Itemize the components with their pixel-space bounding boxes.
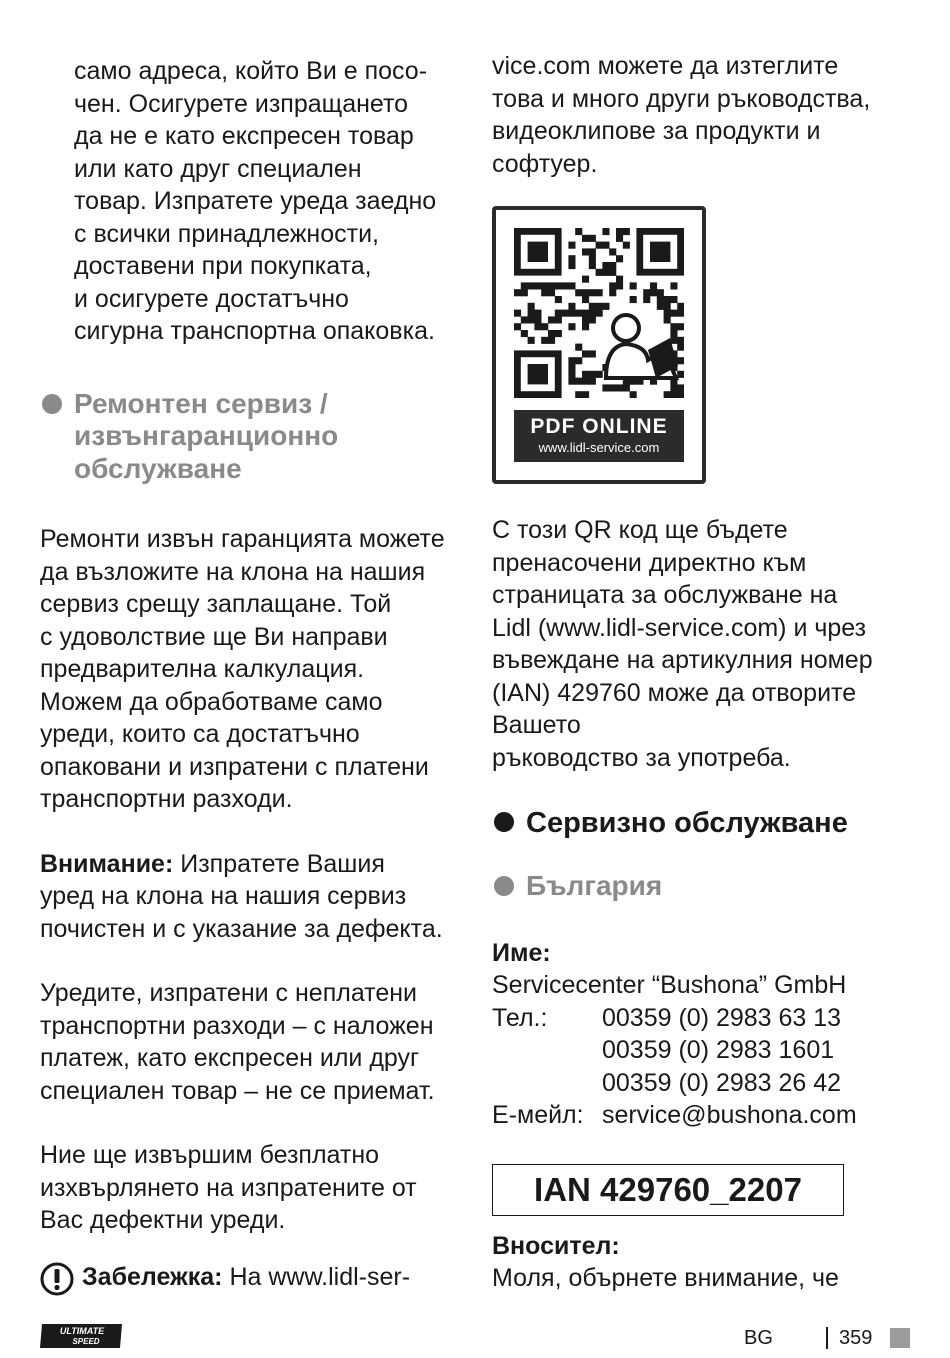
download-paragraph — [492, 50, 912, 180]
text-line: Вашето — [492, 711, 581, 739]
text-line: почистен и с указание за дефекта. — [40, 914, 443, 943]
text-line: Ние ще извършим безплатно — [40, 1141, 380, 1169]
badge-title: PDF ONLINE — [530, 415, 668, 438]
bullet-icon — [494, 876, 514, 896]
text-line: транспортни разходи. — [40, 785, 293, 813]
intro-paragraph — [40, 55, 460, 348]
text-line: да не е като експресен товар — [74, 122, 414, 150]
logo-text-bottom: SPEED — [72, 1337, 100, 1346]
attention-text: Изпратете Вашия — [173, 849, 385, 878]
pdf-online-badge — [514, 410, 684, 462]
importer-text: Моля, обърнете внимание, че — [492, 1264, 839, 1292]
text-line: специален товар – не се приемат. — [40, 1076, 435, 1105]
country-heading-text: България — [526, 870, 663, 901]
text-line: Уредите, изпратени с неплатени — [40, 979, 418, 1007]
contact-table — [492, 1002, 912, 1132]
text-line: платеж, като експресен или друг — [40, 1044, 420, 1072]
logo-text-top: ULTIMATE — [59, 1326, 105, 1336]
note-text: На www.lidl-ser- — [222, 1262, 411, 1291]
ian-box: IAN 429760_2207 — [492, 1164, 844, 1216]
note-label: Забележка: — [82, 1262, 223, 1291]
page-number: 359 — [839, 1327, 873, 1349]
text-line: доставени при покупката, — [74, 252, 372, 280]
contact-row — [492, 1099, 912, 1132]
importer-label: Вносител: — [492, 1231, 620, 1260]
bullet-icon — [42, 394, 62, 414]
text-line: транспортни разходи – с наложен — [40, 1011, 434, 1040]
attention-paragraph — [40, 848, 460, 946]
brand-logo — [40, 1322, 124, 1350]
qr-code-box[interactable] — [492, 206, 706, 484]
name-label: Име: — [492, 938, 551, 967]
footer-language: BG — [744, 1327, 773, 1349]
text-line: Можем да обработваме само — [40, 687, 383, 716]
qr-code-icon — [514, 228, 684, 398]
contact-row — [492, 1067, 912, 1100]
text-line: видеоклипове за продукти и — [492, 117, 821, 145]
contact-key: Тел.: — [492, 1003, 548, 1032]
text-line: vice.com можете да изтеглите — [492, 52, 839, 80]
text-line: да възложите на клона на нашия — [40, 557, 426, 586]
text-line: с удоволствие ще Ви направи — [40, 622, 388, 651]
text-line: Ремонти извън гаранцията можете — [40, 525, 445, 553]
qr-paragraph — [492, 514, 912, 774]
phone-number[interactable]: 00359 (0) 2983 63 13 — [602, 1003, 842, 1032]
text-line — [82, 1261, 460, 1294]
service-heading-text: Сервизно обслужване — [526, 807, 848, 839]
text-line: пренасочени директно към — [492, 548, 807, 577]
attention-label: Внимание: — [40, 849, 174, 878]
contact-key — [492, 1034, 602, 1067]
disposal-paragraph — [40, 1139, 460, 1237]
text-line: само адреса, който Ви е посо- — [74, 57, 428, 85]
left-column — [40, 55, 460, 1293]
heading-line: обслужване — [74, 452, 242, 484]
text-line: уред на клона на нашия сервиз — [40, 882, 407, 910]
note-paragraph — [40, 1261, 460, 1294]
text-line: уреди, които са достатъчно — [40, 720, 360, 748]
text-line — [40, 848, 460, 881]
right-column — [492, 50, 912, 1295]
text-line: предварителна калкулация. — [40, 655, 365, 683]
text-line: ръководство за употреба. — [492, 743, 791, 772]
text-line: въвеждане на артикулния номер — [492, 646, 873, 674]
text-line: и осигурете достатъчно — [74, 284, 349, 313]
text-line: страницата за обслужване на — [492, 581, 838, 609]
text-line: товар. Изпратете уреда заедно — [74, 187, 437, 215]
text-line: Вас дефектни уреди. — [40, 1206, 286, 1234]
text-line: с всички принадлежности, — [74, 219, 379, 248]
page-marker — [890, 1328, 910, 1348]
contact-key: Е-мейл: — [492, 1101, 584, 1129]
text-line: (IAN) 429760 може да отворите — [492, 678, 857, 707]
text-line: сервиз срещу заплащане. Той — [40, 590, 392, 618]
badge-url: www.lidl-service.com — [538, 440, 660, 455]
contact-row — [492, 1034, 912, 1067]
country-heading — [492, 870, 912, 903]
text-line: или като друг специален — [74, 154, 362, 183]
text-line: сигурна транспортна опаковка. — [74, 317, 435, 345]
text-line: това и много други ръководства, — [492, 84, 871, 113]
email-address[interactable]: service@bushona.com — [602, 1101, 857, 1129]
heading-line: извънгаранционно — [74, 420, 339, 451]
contact-key — [492, 1067, 602, 1100]
repair-paragraph — [40, 523, 460, 816]
unpaid-shipping-paragraph — [40, 977, 460, 1107]
bullet-icon — [494, 812, 514, 832]
text-line: софтуер. — [492, 149, 598, 178]
footer-divider — [826, 1327, 828, 1349]
text-line: опаковани и изпратени с платени — [40, 752, 429, 781]
phone-number[interactable]: 00359 (0) 2983 26 42 — [602, 1068, 842, 1097]
text-line: изхвърлянето на изпратените от — [40, 1173, 417, 1202]
text-line: Lidl (www.lidl-service.com) и чрез — [492, 613, 867, 642]
text-line: чен. Осигурете изпращането — [74, 89, 409, 118]
exclamation-circle-icon — [40, 1262, 74, 1296]
contact-row — [492, 1002, 912, 1035]
heading-line: Ремонтен сервиз / — [74, 387, 328, 419]
text-line: С този QR код ще бъдете — [492, 516, 788, 544]
service-heading — [492, 806, 912, 840]
repair-service-heading — [40, 388, 460, 486]
phone-number[interactable]: 00359 (0) 2983 1601 — [602, 1036, 835, 1064]
service-center-name: Servicecenter “Bushona” GmbH — [492, 971, 847, 999]
